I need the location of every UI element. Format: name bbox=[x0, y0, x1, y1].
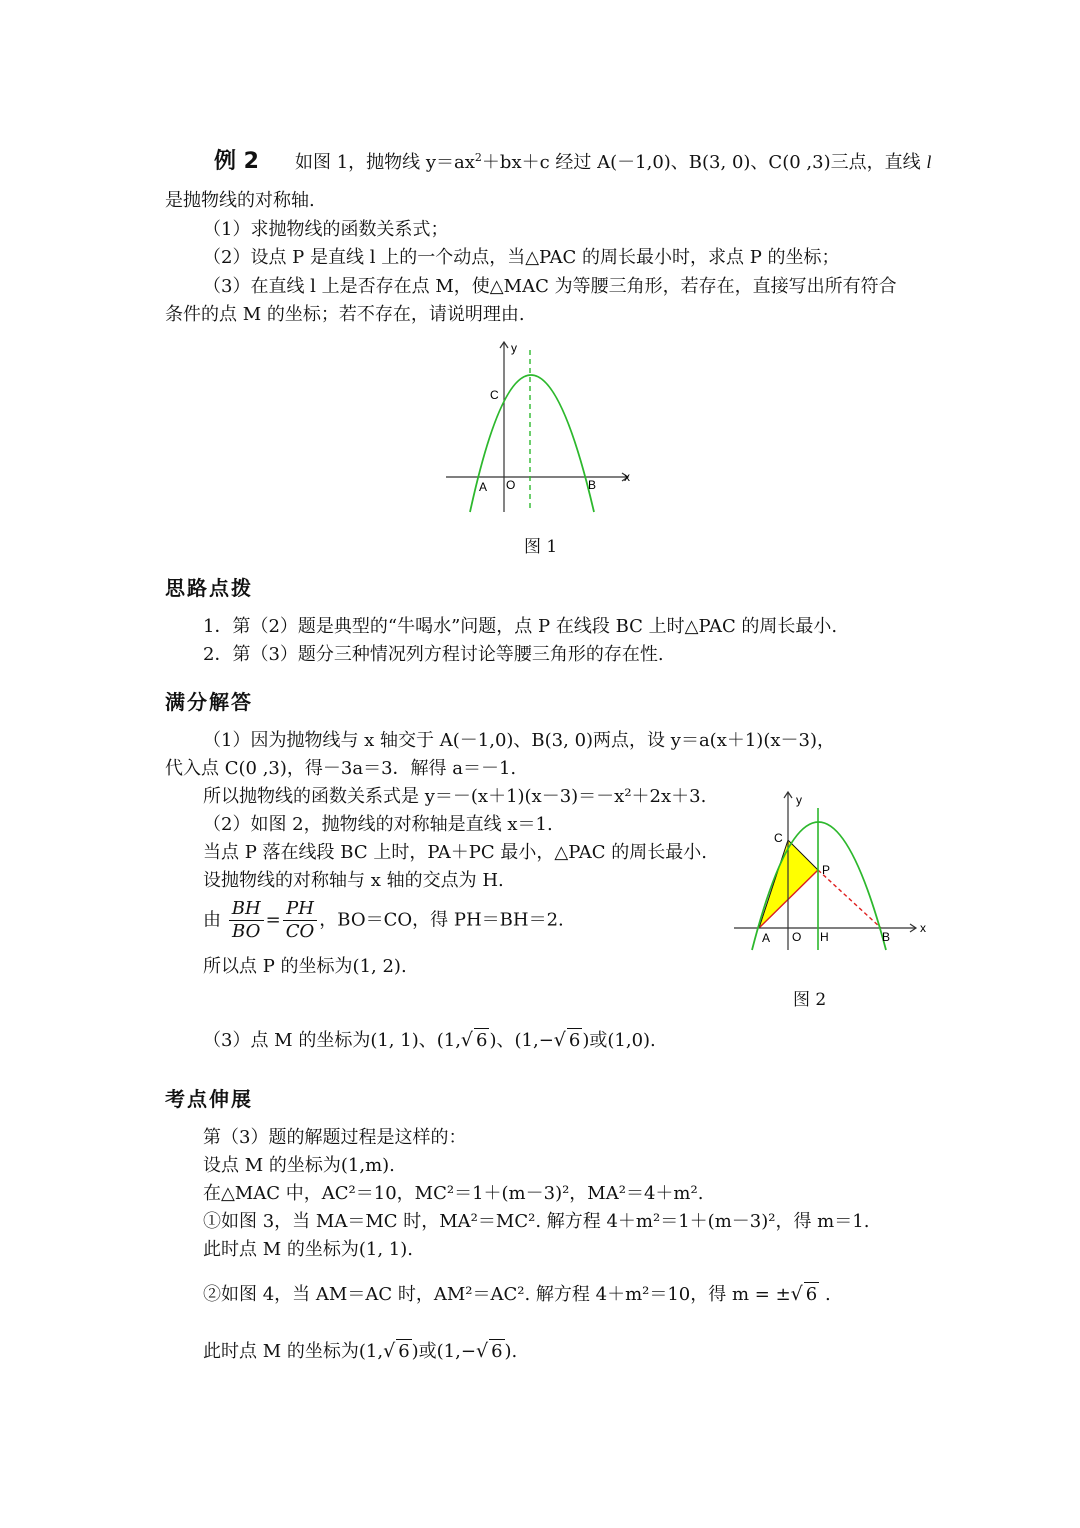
extension-line-4: ①如图 3，当 MA＝MC 时，MA²＝MC². 解方程 4＋m²＝1＋(m－3)²，得 m＝1. bbox=[203, 1211, 870, 1232]
fraction-bh-bo: $\frac{BH}{BO}$ bbox=[229, 898, 264, 943]
fig2-parabola bbox=[752, 822, 886, 950]
figure-2 bbox=[730, 788, 936, 956]
solution-1-line3: 所以抛物线的函数关系式是 y＝－(x＋1)(x－3)＝－x²＋2x＋3. bbox=[203, 786, 707, 807]
solution-1-line2: 代入点 C(0 ,3)，得－3a＝3．解得 a＝－1. bbox=[165, 758, 517, 779]
fig1-parabola bbox=[470, 375, 597, 512]
solution-heading: 满分解答 bbox=[165, 690, 253, 714]
question-3-line1: （3）在直线 l 上是否存在点 M，使△MAC 为等腰三角形，若存在，直接写出所有符合 bbox=[203, 276, 897, 297]
question-1: （1）求抛物线的函数关系式； bbox=[203, 219, 449, 240]
question-2: （2）设点 P 是直线 l 上的一个动点，当△PAC 的周长最小时，求点 P 的坐标； bbox=[203, 247, 840, 268]
extension-line-5: 此时点 M 的坐标为(1, 1). bbox=[203, 1239, 413, 1260]
fig2-label-x: x bbox=[920, 921, 926, 935]
question-3-line2: 条件的点 M 的坐标；若不存在，请说明理由. bbox=[165, 304, 525, 325]
figure-1 bbox=[440, 338, 640, 518]
fig2-label-b: B bbox=[882, 930, 891, 944]
fig1-label-c: C bbox=[490, 388, 499, 402]
solution-2-line5: 所以点 P 的坐标为(1, 2). bbox=[203, 956, 407, 977]
extension-line-6: ②如图 4，当 AM＝AC 时，AM²＝AC². 解方程 4＋m²＝10，得 m = ±√ 6 . bbox=[203, 1283, 831, 1305]
fig1-label-x: x bbox=[624, 470, 630, 484]
example-intro-cont: 是抛物线的对称轴. bbox=[165, 190, 315, 211]
figure-2-caption: 图 2 bbox=[793, 990, 827, 1010]
fig2-label-c: C bbox=[774, 831, 783, 845]
fig2-label-p: P bbox=[822, 863, 831, 877]
fig1-label-y: y bbox=[511, 341, 517, 355]
extension-line-2: 设点 M 的坐标为(1,m). bbox=[203, 1155, 395, 1176]
fig1-label-a: A bbox=[479, 480, 488, 494]
fraction-ph-co: $\frac{PH}{CO}$ bbox=[283, 898, 318, 943]
hints-heading: 思路点拨 bbox=[165, 576, 253, 600]
hint-1: 1．第（2）题是典型的“牛喝水”问题，点 P 在线段 BC 上时△PAC 的周长最小. bbox=[203, 616, 838, 637]
extension-line-1: 第（3）题的解题过程是这样的： bbox=[203, 1127, 467, 1148]
solution-2-line2: 当点 P 落在线段 BC 上时，PA＋PC 最小，△PAC 的周长最小. bbox=[203, 842, 707, 863]
fig1-label-o: O bbox=[506, 478, 516, 492]
fig2-label-h: H bbox=[820, 930, 829, 944]
solution-1-line1: （1）因为抛物线与 x 轴交于 A(－1,0)、B(3, 0)两点，设 y＝a(x＋1)(x－3)， bbox=[203, 730, 835, 751]
solution-2-line1: （2）如图 2，抛物线的对称轴是直线 x＝1. bbox=[203, 814, 553, 835]
example-intro: 例 2 如图 1，抛物线 $y=ax^2+bx+c$ 经过 A(－1,0)、B(3, 0)、C(0 ,3)三点，直线 l bbox=[214, 149, 932, 174]
extension-line-3: 在△MAC 中，AC²＝10，MC²＝1＋(m－3)²，MA²＝4＋m². bbox=[203, 1183, 704, 1204]
extension-line-7: 此时点 M 的坐标为(1,√ 6 )或(1,−√ 6 ). bbox=[203, 1340, 518, 1362]
hint-2: 2．第（3）题分三种情况列方程讨论等腰三角形的存在性. bbox=[203, 644, 664, 665]
fig2-label-a: A bbox=[762, 931, 771, 945]
solution-2-fraction-line: 由 $\frac{BH}{BO}$ = $\frac{PH}{CO}$ ，BO＝CO，得 PH＝BH＝2. bbox=[203, 898, 564, 942]
solution-3: （3）点 M 的坐标为(1, 1)、(1,√ 6 )、(1,−√ 6 )或(1,0). bbox=[203, 1029, 656, 1051]
fig2-label-o: O bbox=[792, 930, 802, 944]
example-label: 例 2 bbox=[214, 149, 259, 174]
figure-1-caption: 图 1 bbox=[524, 537, 558, 557]
fig2-label-y: y bbox=[796, 793, 802, 807]
fig1-label-b: B bbox=[588, 478, 597, 492]
extension-heading: 考点伸展 bbox=[165, 1087, 253, 1111]
solution-2-line3: 设抛物线的对称轴与 x 轴的交点为 H. bbox=[203, 870, 504, 891]
